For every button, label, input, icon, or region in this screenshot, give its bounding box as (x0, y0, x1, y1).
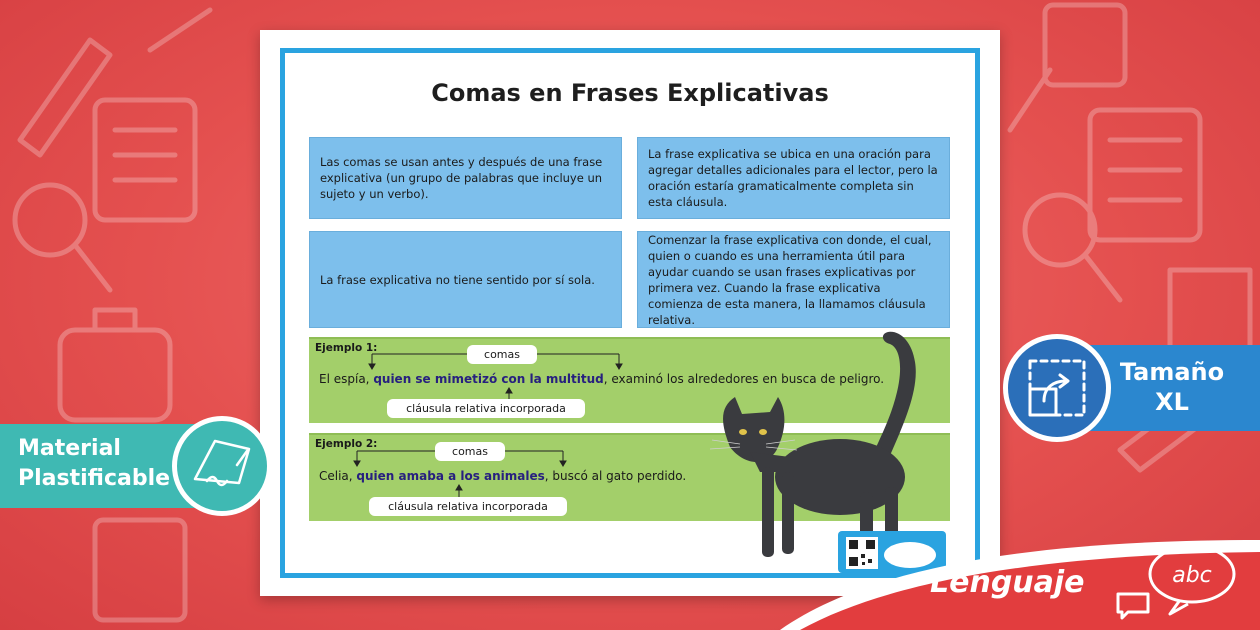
info-box-1 (309, 137, 622, 219)
resize-icon (1008, 339, 1106, 437)
laminate-line-2: Plastificable (18, 466, 171, 491)
laminate-line-1: Material (18, 436, 121, 461)
example-1-label: Ejemplo 1: (315, 342, 378, 354)
size-ribbon-text (1102, 357, 1242, 417)
example-1-commas-pill: comas (467, 345, 537, 364)
example-1-before: El espía, (319, 372, 374, 386)
info-box-3-text: La frase explicativa no tiene sentido por sí sola. (320, 272, 595, 287)
speech-bubble-abc-icon (1110, 540, 1240, 620)
size-line-2: XL (1155, 388, 1189, 416)
info-box-2 (637, 137, 950, 219)
example-1-after: , examinó los alrededores en busca de peligro. (603, 372, 885, 386)
info-box-2-text: La frase explicativa se ubica en una oración para agregar detalles adicionales para el lector, pero la oración estaría gramaticalmente completa sin esta cláusula. (648, 147, 938, 209)
example-2-highlight: quien amaba a los animales (356, 469, 545, 483)
example-2-after: , buscó al gato perdido. (544, 469, 687, 483)
example-1-highlight: quien se mimetizó con la multitud (373, 372, 604, 386)
example-2-sentence (319, 469, 686, 483)
laminate-badge (172, 416, 272, 516)
laminate-pen-icon (177, 421, 267, 511)
size-line-1: Tamaño (1119, 358, 1225, 386)
size-badge (1003, 334, 1111, 442)
example-2-before: Celia, (319, 469, 357, 483)
example-2-clause-pill: cláusula relativa incorporada (369, 497, 567, 516)
poster-title: Comas en Frases Explicativas (431, 79, 829, 107)
info-box-4-text: Comenzar la frase explicativa con donde, el cual, quien o cuando es una herramienta útil para ayudar cuando se usan frases explicativas por primera vez. Cuando la frase explicativa comienza de esta manera, la llamamos cláusula relativa. (648, 232, 932, 327)
example-1-clause-pill: cláusula relativa incorporada (387, 399, 585, 418)
info-box-4 (637, 231, 950, 328)
laminate-ribbon-text (18, 434, 170, 494)
example-2-label: Ejemplo 2: (315, 438, 378, 450)
example-2-commas-pill: comas (435, 442, 505, 461)
info-box-3 (309, 231, 622, 328)
subject-label: Lenguaje (930, 565, 1085, 600)
info-box-1-text: Las comas se usan antes y después de una frase explicativa (un grupo de palabras que incluye un sujeto y un verbo). (320, 155, 603, 201)
abc-text: abc (1172, 563, 1212, 588)
